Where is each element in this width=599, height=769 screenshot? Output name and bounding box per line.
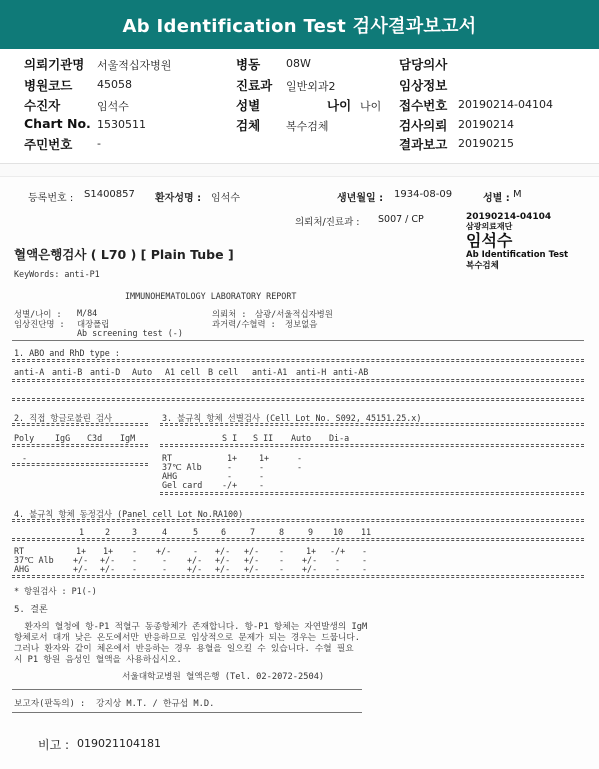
section-divider	[0, 163, 599, 177]
clinical-info-label: 임상정보	[399, 78, 448, 93]
screen-row-37-label: 37℃ Alb	[162, 462, 202, 472]
panel-37-5: +/-	[187, 555, 203, 565]
sec3-title: 3. 불규칙 항체 선별검사 (Cell Lot No. S092, 45151.25.x)	[162, 413, 422, 423]
rule	[12, 340, 584, 341]
abo-header-anti-a1: anti-A1	[252, 367, 288, 377]
hospital-code-value: 45058	[97, 78, 132, 91]
panel-header-10: 10	[333, 527, 344, 537]
conclusion-line-3: 그러나 환자와 같이 체온에서 반응하는 경우 용혈을 일으킬 수 있습니다. 수혈 필요	[14, 644, 354, 654]
patient-name-label: 환자성명 :	[155, 193, 202, 204]
note-label: 비고 :	[38, 738, 70, 752]
rule	[12, 575, 584, 578]
dob-label: 생년월일 :	[337, 193, 384, 204]
conclusion-line-4: 시 P1 항원 음성인 혈액을 사용하십시오.	[14, 655, 182, 665]
screen-header-s1: S I	[222, 433, 238, 443]
diag-label: 임상진단명 :	[14, 319, 65, 329]
request-date-value: 20190214	[458, 118, 514, 131]
rule	[160, 444, 584, 447]
chart-no-label: Chart No.	[24, 116, 91, 131]
panel-ahg-2: +/-	[100, 564, 116, 574]
panel-rt-1: 1+	[76, 546, 87, 556]
panel-header-6: 6	[221, 527, 227, 537]
history: 정보없음	[285, 319, 318, 329]
chart-no-value: 1530511	[97, 118, 146, 131]
dat-header-igm: IgM	[120, 433, 136, 443]
stamp-specimen: 복수검체	[466, 261, 499, 271]
conclusion-line-1: 환자의 혈청에 항-P1 적혈구 동종항체가 존재합니다. 항-P1 항체는 자연발생의 IgM	[14, 622, 368, 632]
panel-header-4: 4	[162, 527, 168, 537]
panel-rt-11: -	[362, 546, 368, 556]
abo-header-a1-cell: A1 cell	[165, 367, 201, 377]
panel-ahg-5: +/-	[187, 564, 203, 574]
request-date-label: 검사의뢰	[399, 118, 448, 133]
sec4-title: 4. 불규칙 항체 동정검사 (Panel cell Lot No.RA100)	[14, 509, 244, 519]
panel-rt-4: +/-	[156, 546, 172, 556]
patient-info-panel	[0, 49, 599, 163]
sex-age: M/84	[77, 308, 98, 318]
dat-header-poly: Poly	[14, 433, 35, 443]
diag: 대장폴립	[77, 319, 110, 329]
sec1-title: 1. ABO and RhD type :	[14, 348, 120, 358]
screen-header-s2: S II	[253, 433, 274, 443]
panel-header-5: 5	[193, 527, 199, 537]
rule	[12, 444, 148, 447]
reg-no: S1400857	[84, 189, 135, 200]
panel-row-ahg-label: AHG	[14, 564, 30, 574]
requester: 삼광/서울적십자병원	[255, 309, 333, 319]
panel-row-37-label: 37℃ Alb	[14, 555, 54, 565]
reg-label: 등록번호 :	[28, 193, 74, 204]
abo-header-anti-b: anti-B	[52, 367, 83, 377]
panel-header-8: 8	[279, 527, 285, 537]
report-date-label: 결과보고	[399, 137, 448, 152]
report-sex-label: 성별 :	[483, 193, 510, 204]
panel-header-3: 3	[132, 527, 138, 537]
panel-header-11: 11	[361, 527, 372, 537]
reporter: 강지상 M.T. / 한규섭 M.D.	[96, 699, 215, 709]
rule	[12, 398, 584, 401]
rule	[160, 492, 584, 495]
dob-value: 1934-08-09	[394, 189, 453, 200]
specimen-value: 복수검체	[286, 120, 329, 133]
resident-no-label: 주민번호	[24, 137, 73, 152]
receipt-no-label: 접수번호	[399, 98, 448, 113]
abo-header-auto: Auto	[132, 367, 153, 377]
reporter-label: 보고자(판독의) :	[14, 699, 86, 709]
dept-label: 의뢰처/진료과 :	[295, 217, 360, 228]
panel-header-9: 9	[308, 527, 314, 537]
screen-ahg-s2: -	[259, 471, 265, 481]
panel-rt-10: -/+	[330, 546, 346, 556]
patient-name: 임석수	[211, 193, 240, 204]
dat-header-c3d: C3d	[87, 433, 103, 443]
screen-rt-s1: 1+	[227, 453, 238, 463]
panel-header-2: 2	[105, 527, 111, 537]
rule	[12, 538, 584, 541]
note-value: 019021104181	[77, 737, 161, 750]
dat-value-poly: -	[22, 453, 28, 463]
panel-37-6: +/-	[215, 555, 231, 565]
panel-37-8: -	[279, 555, 285, 565]
resident-no-value: -	[97, 137, 101, 150]
conclusion-line-2: 항체로서 대개 낮은 온도에서만 반응하므로 임상적으로 문제가 되는 경우는 드뭅니다.	[14, 633, 361, 643]
stamp-name: 임석수	[466, 231, 513, 250]
screen-header-auto: Auto	[291, 433, 312, 443]
doctor-label: 담당의사	[399, 57, 448, 72]
rule	[12, 379, 584, 382]
rule	[12, 519, 584, 522]
specimen-label: 검체	[236, 118, 261, 133]
age-value: 나이	[360, 100, 382, 113]
rule	[12, 689, 362, 690]
department-label: 진료과	[236, 78, 273, 93]
panel-37-10: -	[335, 555, 341, 565]
specimen-stamp	[466, 212, 586, 271]
abo-header-b-cell: B cell	[208, 367, 239, 377]
panel-37-3: -	[132, 555, 138, 565]
screen-37-s1: -	[227, 462, 233, 472]
panel-37-7: +/-	[244, 555, 260, 565]
screen-rt-s2: 1+	[259, 453, 270, 463]
panel-37-4: -	[162, 555, 168, 565]
test-title: 혈액은행검사 ( L70 ) [ Plain Tube ]	[14, 247, 234, 262]
panel-ahg-9: +/-	[302, 564, 318, 574]
panel-ahg-6: +/-	[215, 564, 231, 574]
panel-rt-9: 1+	[306, 546, 317, 556]
report-sex: M	[513, 189, 522, 200]
panel-rt-6: +/-	[215, 546, 231, 556]
panel-ahg-11: -	[362, 564, 368, 574]
requester-label: 의뢰처 :	[212, 309, 247, 319]
abo-header-anti-ab: anti-AB	[333, 367, 369, 377]
panel-rt-7: +/-	[244, 546, 260, 556]
institution-value: 서울적십자병원	[97, 59, 172, 72]
stamp-no: 20190214-04104	[466, 212, 552, 222]
panel-37-11: -	[362, 555, 368, 565]
panel-ahg-8: -	[279, 564, 285, 574]
panel-ahg-7: +/-	[244, 564, 260, 574]
age-label: 나이	[327, 98, 352, 113]
panel-37-9: +/-	[302, 555, 318, 565]
panel-ahg-4: -	[162, 564, 168, 574]
screen-gel-s2: -	[259, 480, 265, 490]
dept-value: S007 / CP	[378, 214, 424, 225]
screen-row-gel-label: Gel card	[162, 480, 203, 490]
patient-value: 임석수	[97, 100, 129, 113]
dat-header-igg: IgG	[55, 433, 71, 443]
sec2-title: 2. 직접 항글로불린 검사	[14, 413, 113, 423]
history-label: 과거력/수혈력 :	[212, 319, 276, 329]
hospital-code-label: 병원코드	[24, 78, 73, 93]
patient-label: 수진자	[24, 98, 61, 113]
rule	[160, 423, 584, 426]
panel-37-1: +/-	[73, 555, 89, 565]
stamp-test: Ab Identification Test	[466, 250, 569, 260]
lab-title: IMMUNOHEMATOLOGY LABORATORY REPORT	[125, 291, 297, 301]
abo-header-anti-a: anti-A	[14, 367, 45, 377]
panel-header-1: 1	[79, 527, 85, 537]
panel-header-7: 7	[250, 527, 256, 537]
panel-row-rt-label: RT	[14, 546, 25, 556]
panel-rt-3: -	[132, 546, 138, 556]
panel-rt-5: -	[193, 546, 199, 556]
rule	[12, 359, 584, 362]
keywords: KeyWords: anti-P1	[14, 269, 100, 279]
sex-label: 성별	[236, 98, 261, 113]
panel-ahg-10: -	[335, 564, 341, 574]
ward-value: 08W	[286, 57, 311, 70]
panel-rt-2: 1+	[103, 546, 114, 556]
abo-header-anti-d: anti-D	[90, 367, 121, 377]
panel-ahg-3: -	[132, 564, 138, 574]
rule	[12, 463, 148, 466]
receipt-no-value: 20190214-04104	[458, 98, 553, 111]
rule	[12, 712, 362, 713]
panel-ahg-1: +/-	[73, 564, 89, 574]
report-date-value: 20190215	[458, 137, 514, 150]
sec5-title: 5. 결론	[14, 605, 48, 615]
screen-header-dia: Di-a	[329, 433, 350, 443]
screen-note: Ab screening test (-)	[77, 328, 183, 338]
sex-age-label: 성별/나이 :	[14, 309, 62, 319]
ward-label: 병동	[236, 57, 261, 72]
screen-row-rt-label: RT	[162, 453, 173, 463]
stamp-org: 삼광의료재단	[466, 222, 513, 231]
screen-ahg-s1: -	[227, 471, 233, 481]
report-title: Ab Identification Test 검사결과보고서	[0, 0, 599, 49]
screen-37-s2: -	[259, 462, 265, 472]
rule	[12, 423, 148, 426]
abo-header-anti-h: anti-H	[296, 367, 327, 377]
screen-row-ahg-label: AHG	[162, 471, 178, 481]
screen-gel-s1: -/+	[222, 480, 238, 490]
screen-37-auto: -	[297, 462, 303, 472]
panel-37-2: +/-	[100, 555, 116, 565]
antigen-result: * 항원검사 : P1(-)	[14, 586, 97, 596]
panel-rt-8: -	[279, 546, 285, 556]
institution-label: 의뢰기관명	[24, 57, 85, 72]
lab-footer: 서울대학교병원 혈액은행 (Tel. 02-2072-2504)	[122, 672, 325, 682]
screen-rt-auto: -	[297, 453, 303, 463]
department-value: 일반외과2	[286, 80, 336, 93]
